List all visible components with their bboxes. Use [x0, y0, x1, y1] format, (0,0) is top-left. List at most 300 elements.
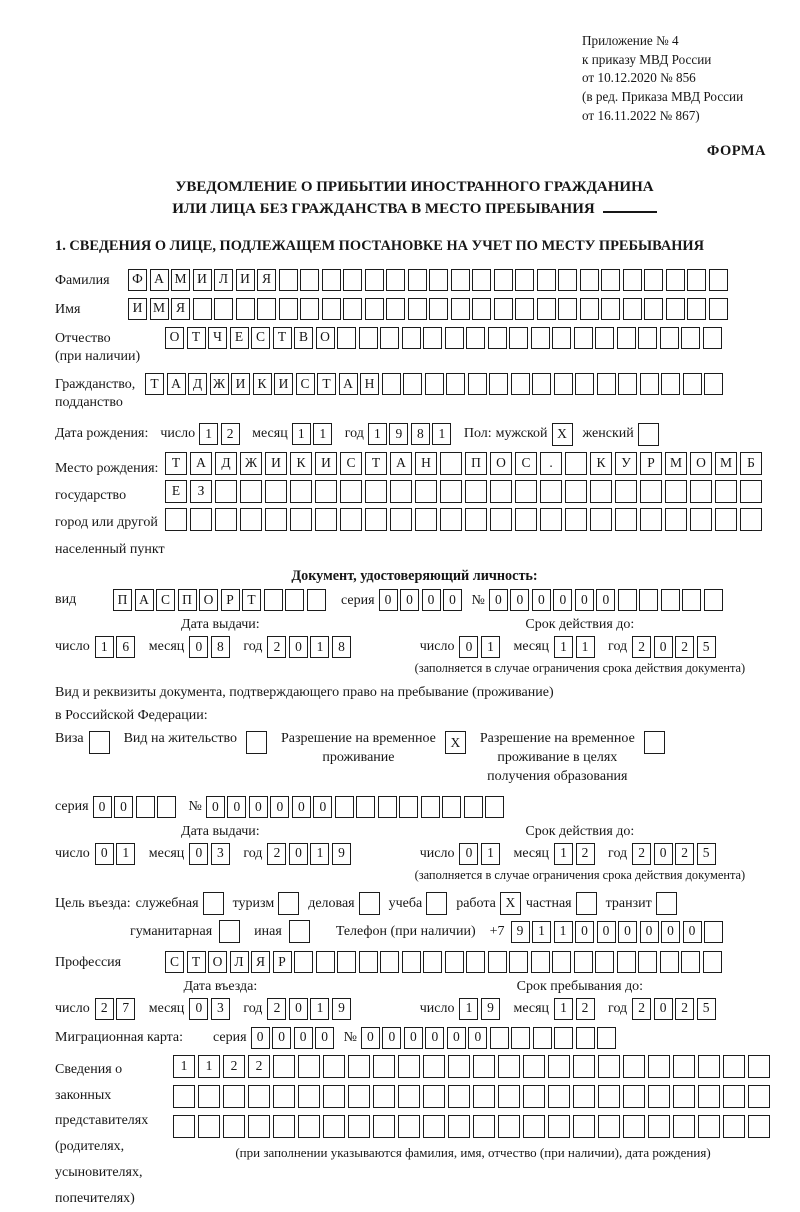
form-cell[interactable]: И: [128, 298, 147, 320]
form-cell[interactable]: 0: [459, 636, 478, 658]
form-cell[interactable]: Т: [187, 951, 206, 973]
form-cell[interactable]: [489, 373, 508, 395]
form-cell[interactable]: [359, 951, 378, 973]
form-cell[interactable]: [466, 327, 485, 349]
form-cell[interactable]: 1: [554, 843, 573, 865]
form-cell[interactable]: 0: [93, 796, 112, 818]
purpose-private-checkbox[interactable]: [576, 892, 597, 915]
form-cell[interactable]: [399, 796, 418, 818]
form-cell[interactable]: 0: [532, 589, 551, 611]
form-cell[interactable]: 0: [270, 796, 289, 818]
form-cell[interactable]: [398, 1115, 420, 1138]
form-cell[interactable]: [365, 298, 384, 320]
form-cell[interactable]: 0: [251, 1027, 270, 1049]
form-cell[interactable]: С: [340, 452, 362, 475]
form-cell[interactable]: 0: [95, 843, 114, 865]
form-cell[interactable]: 0: [618, 921, 637, 943]
form-cell[interactable]: [423, 1055, 445, 1078]
form-cell[interactable]: [398, 1085, 420, 1108]
form-cell[interactable]: 0: [489, 589, 508, 611]
form-cell[interactable]: 0: [468, 1027, 487, 1049]
form-cell[interactable]: [515, 508, 537, 531]
form-cell[interactable]: [565, 508, 587, 531]
form-cell[interactable]: [473, 1115, 495, 1138]
form-cell[interactable]: [215, 508, 237, 531]
form-cell[interactable]: [690, 480, 712, 503]
form-cell[interactable]: С: [296, 373, 315, 395]
form-cell[interactable]: [294, 951, 313, 973]
form-cell[interactable]: 0: [249, 796, 268, 818]
form-cell[interactable]: 0: [553, 589, 572, 611]
form-cell[interactable]: 0: [361, 1027, 380, 1049]
form-cell[interactable]: Б: [740, 452, 762, 475]
form-cell[interactable]: 1: [459, 998, 478, 1020]
form-cell[interactable]: [595, 951, 614, 973]
form-cell[interactable]: [573, 1055, 595, 1078]
form-cell[interactable]: С: [165, 951, 184, 973]
form-cell[interactable]: [638, 327, 657, 349]
form-cell[interactable]: 1: [173, 1055, 195, 1078]
form-cell[interactable]: 0: [379, 589, 398, 611]
form-cell[interactable]: [537, 298, 556, 320]
form-cell[interactable]: З: [190, 480, 212, 503]
form-cell[interactable]: О: [199, 589, 218, 611]
form-cell[interactable]: [703, 951, 722, 973]
form-cell[interactable]: [665, 480, 687, 503]
form-cell[interactable]: [373, 1085, 395, 1108]
form-cell[interactable]: 0: [596, 589, 615, 611]
form-cell[interactable]: [639, 589, 658, 611]
form-cell[interactable]: [390, 508, 412, 531]
form-cell[interactable]: Д: [215, 452, 237, 475]
form-cell[interactable]: [298, 1115, 320, 1138]
form-cell[interactable]: [408, 269, 427, 291]
form-cell[interactable]: [490, 480, 512, 503]
form-cell[interactable]: [537, 269, 556, 291]
form-cell[interactable]: [617, 327, 636, 349]
form-cell[interactable]: К: [290, 452, 312, 475]
form-cell[interactable]: [644, 298, 663, 320]
form-cell[interactable]: А: [390, 452, 412, 475]
form-cell[interactable]: [365, 508, 387, 531]
form-cell[interactable]: А: [150, 269, 169, 291]
form-cell[interactable]: 0: [575, 921, 594, 943]
form-cell[interactable]: [590, 480, 612, 503]
form-cell[interactable]: [322, 298, 341, 320]
form-cell[interactable]: 2: [223, 1055, 245, 1078]
form-cell[interactable]: [681, 327, 700, 349]
form-cell[interactable]: 8: [211, 636, 230, 658]
form-cell[interactable]: [429, 298, 448, 320]
form-cell[interactable]: В: [294, 327, 313, 349]
form-cell[interactable]: [681, 951, 700, 973]
form-cell[interactable]: С: [156, 589, 175, 611]
temp-residence-edu-checkbox[interactable]: [644, 731, 665, 754]
form-cell[interactable]: [554, 373, 573, 395]
form-cell[interactable]: 0: [382, 1027, 401, 1049]
form-cell[interactable]: [157, 796, 176, 818]
form-cell[interactable]: [421, 796, 440, 818]
form-cell[interactable]: [466, 951, 485, 973]
form-cell[interactable]: Л: [214, 269, 233, 291]
form-cell[interactable]: 0: [447, 1027, 466, 1049]
form-cell[interactable]: [446, 373, 465, 395]
purpose-humanitarian-checkbox[interactable]: [219, 920, 240, 943]
form-cell[interactable]: 9: [511, 921, 530, 943]
form-cell[interactable]: 1: [198, 1055, 220, 1078]
form-cell[interactable]: [402, 951, 421, 973]
form-cell[interactable]: [661, 373, 680, 395]
form-cell[interactable]: Т: [365, 452, 387, 475]
form-cell[interactable]: [511, 373, 530, 395]
form-cell[interactable]: [300, 298, 319, 320]
form-cell[interactable]: [348, 1055, 370, 1078]
form-cell[interactable]: [673, 1115, 695, 1138]
form-cell[interactable]: [565, 452, 587, 475]
form-cell[interactable]: [623, 1115, 645, 1138]
form-cell[interactable]: [709, 269, 728, 291]
form-cell[interactable]: [298, 1055, 320, 1078]
form-cell[interactable]: [511, 1027, 530, 1049]
form-cell[interactable]: 0: [227, 796, 246, 818]
form-cell[interactable]: [548, 1085, 570, 1108]
form-cell[interactable]: 6: [116, 636, 135, 658]
form-cell[interactable]: [666, 269, 685, 291]
form-cell[interactable]: [323, 1055, 345, 1078]
form-cell[interactable]: [356, 796, 375, 818]
form-cell[interactable]: [273, 1085, 295, 1108]
form-cell[interactable]: 0: [661, 921, 680, 943]
form-cell[interactable]: 2: [675, 843, 694, 865]
form-cell[interactable]: [565, 480, 587, 503]
form-cell[interactable]: 0: [654, 843, 673, 865]
form-cell[interactable]: [515, 480, 537, 503]
form-cell[interactable]: [223, 1115, 245, 1138]
purpose-official-checkbox[interactable]: [203, 892, 224, 915]
form-cell[interactable]: [468, 373, 487, 395]
form-cell[interactable]: [198, 1115, 220, 1138]
form-cell[interactable]: 2: [632, 998, 651, 1020]
form-cell[interactable]: [644, 269, 663, 291]
form-cell[interactable]: [515, 269, 534, 291]
form-cell[interactable]: 0: [289, 636, 308, 658]
form-cell[interactable]: [440, 508, 462, 531]
form-cell[interactable]: [335, 796, 354, 818]
form-cell[interactable]: [348, 1115, 370, 1138]
form-cell[interactable]: 2: [576, 998, 595, 1020]
form-cell[interactable]: [640, 373, 659, 395]
form-cell[interactable]: [704, 373, 723, 395]
form-cell[interactable]: [660, 327, 679, 349]
form-cell[interactable]: [423, 327, 442, 349]
form-cell[interactable]: 5: [697, 843, 716, 865]
form-cell[interactable]: [316, 951, 335, 973]
form-cell[interactable]: [623, 298, 642, 320]
form-cell[interactable]: Н: [415, 452, 437, 475]
form-cell[interactable]: 2: [576, 843, 595, 865]
form-cell[interactable]: 8: [332, 636, 351, 658]
form-cell[interactable]: [264, 589, 283, 611]
purpose-transit-checkbox[interactable]: [656, 892, 677, 915]
form-cell[interactable]: М: [665, 452, 687, 475]
form-cell[interactable]: [648, 1115, 670, 1138]
form-cell[interactable]: К: [253, 373, 272, 395]
form-cell[interactable]: 2: [675, 998, 694, 1020]
form-cell[interactable]: [240, 480, 262, 503]
form-cell[interactable]: О: [316, 327, 335, 349]
form-cell[interactable]: [498, 1115, 520, 1138]
form-cell[interactable]: [723, 1085, 745, 1108]
form-cell[interactable]: .: [540, 452, 562, 475]
form-cell[interactable]: [451, 269, 470, 291]
form-cell[interactable]: 0: [292, 796, 311, 818]
form-cell[interactable]: [265, 480, 287, 503]
form-cell[interactable]: 1: [481, 843, 500, 865]
form-cell[interactable]: [648, 1055, 670, 1078]
form-cell[interactable]: [548, 1055, 570, 1078]
form-cell[interactable]: О: [690, 452, 712, 475]
form-cell[interactable]: [540, 480, 562, 503]
form-cell[interactable]: [386, 298, 405, 320]
form-cell[interactable]: [445, 327, 464, 349]
form-cell[interactable]: И: [231, 373, 250, 395]
form-cell[interactable]: А: [135, 589, 154, 611]
form-cell[interactable]: [273, 1055, 295, 1078]
form-cell[interactable]: 1: [368, 423, 387, 445]
form-cell[interactable]: Н: [360, 373, 379, 395]
form-cell[interactable]: 1: [95, 636, 114, 658]
form-cell[interactable]: [390, 480, 412, 503]
form-cell[interactable]: [573, 1085, 595, 1108]
form-cell[interactable]: [715, 508, 737, 531]
form-cell[interactable]: [673, 1055, 695, 1078]
form-cell[interactable]: 0: [510, 589, 529, 611]
form-cell[interactable]: 1: [313, 423, 332, 445]
form-cell[interactable]: [618, 373, 637, 395]
form-cell[interactable]: [265, 508, 287, 531]
form-cell[interactable]: [423, 951, 442, 973]
form-cell[interactable]: 0: [294, 1027, 313, 1049]
form-cell[interactable]: 0: [404, 1027, 423, 1049]
form-cell[interactable]: [488, 327, 507, 349]
form-cell[interactable]: [640, 480, 662, 503]
form-cell[interactable]: [429, 269, 448, 291]
form-cell[interactable]: [533, 1027, 552, 1049]
form-cell[interactable]: П: [465, 452, 487, 475]
form-cell[interactable]: [236, 298, 255, 320]
form-cell[interactable]: [682, 589, 701, 611]
form-cell[interactable]: 5: [697, 998, 716, 1020]
form-cell[interactable]: [380, 327, 399, 349]
form-cell[interactable]: [343, 269, 362, 291]
form-cell[interactable]: [423, 1115, 445, 1138]
form-cell[interactable]: [248, 1115, 270, 1138]
form-cell[interactable]: 2: [267, 998, 286, 1020]
form-cell[interactable]: [473, 1055, 495, 1078]
form-cell[interactable]: [580, 269, 599, 291]
form-cell[interactable]: [618, 589, 637, 611]
form-cell[interactable]: 0: [640, 921, 659, 943]
form-cell[interactable]: 1: [554, 998, 573, 1020]
form-cell[interactable]: М: [171, 269, 190, 291]
form-cell[interactable]: [214, 298, 233, 320]
form-cell[interactable]: [290, 480, 312, 503]
form-cell[interactable]: [558, 298, 577, 320]
purpose-other-checkbox[interactable]: [289, 920, 310, 943]
form-cell[interactable]: 1: [292, 423, 311, 445]
form-cell[interactable]: 0: [683, 921, 702, 943]
form-cell[interactable]: Д: [188, 373, 207, 395]
form-cell[interactable]: [380, 951, 399, 973]
form-cell[interactable]: Ж: [210, 373, 229, 395]
form-cell[interactable]: [440, 452, 462, 475]
form-cell[interactable]: 0: [459, 843, 478, 865]
residence-permit-checkbox[interactable]: [246, 731, 267, 754]
form-cell[interactable]: [448, 1115, 470, 1138]
form-cell[interactable]: 2: [95, 998, 114, 1020]
form-cell[interactable]: [165, 508, 187, 531]
form-cell[interactable]: [498, 1085, 520, 1108]
form-cell[interactable]: [440, 480, 462, 503]
purpose-business-checkbox[interactable]: [359, 892, 380, 915]
form-cell[interactable]: [523, 1055, 545, 1078]
form-cell[interactable]: [597, 1027, 616, 1049]
form-cell[interactable]: [323, 1115, 345, 1138]
form-cell[interactable]: [373, 1115, 395, 1138]
form-cell[interactable]: 9: [389, 423, 408, 445]
form-cell[interactable]: 0: [206, 796, 225, 818]
form-cell[interactable]: [598, 1115, 620, 1138]
form-cell[interactable]: [382, 373, 401, 395]
form-cell[interactable]: Р: [640, 452, 662, 475]
form-cell[interactable]: [597, 373, 616, 395]
form-cell[interactable]: 1: [432, 423, 451, 445]
form-cell[interactable]: 0: [189, 636, 208, 658]
form-cell[interactable]: [598, 1055, 620, 1078]
form-cell[interactable]: [548, 1115, 570, 1138]
form-cell[interactable]: [715, 480, 737, 503]
form-cell[interactable]: [723, 1055, 745, 1078]
form-cell[interactable]: [279, 269, 298, 291]
form-cell[interactable]: Р: [273, 951, 292, 973]
form-cell[interactable]: 0: [425, 1027, 444, 1049]
form-cell[interactable]: [698, 1115, 720, 1138]
form-cell[interactable]: [193, 298, 212, 320]
form-cell[interactable]: 2: [267, 843, 286, 865]
form-cell[interactable]: [136, 796, 155, 818]
form-cell[interactable]: 2: [632, 636, 651, 658]
form-cell[interactable]: [698, 1085, 720, 1108]
form-cell[interactable]: 1: [116, 843, 135, 865]
form-cell[interactable]: А: [167, 373, 186, 395]
form-cell[interactable]: Е: [165, 480, 187, 503]
form-cell[interactable]: Р: [221, 589, 240, 611]
form-cell[interactable]: [373, 1055, 395, 1078]
form-cell[interactable]: [623, 269, 642, 291]
form-cell[interactable]: 0: [422, 589, 441, 611]
form-cell[interactable]: И: [265, 452, 287, 475]
form-cell[interactable]: О: [208, 951, 227, 973]
form-cell[interactable]: [442, 796, 461, 818]
form-cell[interactable]: [615, 480, 637, 503]
purpose-work-checkbox[interactable]: X: [500, 892, 521, 915]
form-cell[interactable]: 1: [532, 921, 551, 943]
form-cell[interactable]: [273, 1115, 295, 1138]
form-cell[interactable]: [740, 480, 762, 503]
form-cell[interactable]: [683, 373, 702, 395]
form-cell[interactable]: 0: [272, 1027, 291, 1049]
form-cell[interactable]: [425, 373, 444, 395]
form-cell[interactable]: Я: [251, 951, 270, 973]
form-cell[interactable]: [451, 298, 470, 320]
form-cell[interactable]: И: [236, 269, 255, 291]
form-cell[interactable]: [740, 508, 762, 531]
form-cell[interactable]: [490, 1027, 509, 1049]
form-cell[interactable]: [485, 796, 504, 818]
form-cell[interactable]: [223, 1085, 245, 1108]
form-cell[interactable]: Ч: [208, 327, 227, 349]
form-cell[interactable]: И: [315, 452, 337, 475]
form-cell[interactable]: [240, 508, 262, 531]
form-cell[interactable]: Я: [171, 298, 190, 320]
form-cell[interactable]: 9: [332, 843, 351, 865]
form-cell[interactable]: К: [590, 452, 612, 475]
visa-checkbox[interactable]: [89, 731, 110, 754]
form-cell[interactable]: 1: [481, 636, 500, 658]
form-cell[interactable]: 1: [310, 843, 329, 865]
form-cell[interactable]: 7: [116, 998, 135, 1020]
form-cell[interactable]: [540, 508, 562, 531]
form-cell[interactable]: И: [274, 373, 293, 395]
form-cell[interactable]: 1: [576, 636, 595, 658]
form-cell[interactable]: 2: [221, 423, 240, 445]
form-cell[interactable]: [323, 1085, 345, 1108]
form-cell[interactable]: [464, 796, 483, 818]
form-cell[interactable]: [398, 1055, 420, 1078]
form-cell[interactable]: Т: [165, 452, 187, 475]
form-cell[interactable]: [665, 508, 687, 531]
form-cell[interactable]: [601, 298, 620, 320]
form-cell[interactable]: 3: [211, 843, 230, 865]
form-cell[interactable]: [575, 373, 594, 395]
form-cell[interactable]: [365, 269, 384, 291]
form-cell[interactable]: [343, 298, 362, 320]
form-cell[interactable]: [315, 508, 337, 531]
form-cell[interactable]: [322, 269, 341, 291]
form-cell[interactable]: [359, 327, 378, 349]
form-cell[interactable]: [638, 951, 657, 973]
form-cell[interactable]: [617, 951, 636, 973]
form-cell[interactable]: [465, 480, 487, 503]
form-cell[interactable]: [465, 508, 487, 531]
form-cell[interactable]: [494, 298, 513, 320]
form-cell[interactable]: А: [190, 452, 212, 475]
form-cell[interactable]: [552, 327, 571, 349]
form-cell[interactable]: [552, 951, 571, 973]
form-cell[interactable]: [532, 373, 551, 395]
form-cell[interactable]: [472, 298, 491, 320]
form-cell[interactable]: [615, 508, 637, 531]
form-cell[interactable]: 1: [199, 423, 218, 445]
form-cell[interactable]: 1: [310, 998, 329, 1020]
form-cell[interactable]: У: [615, 452, 637, 475]
form-cell[interactable]: [573, 1115, 595, 1138]
form-cell[interactable]: С: [251, 327, 270, 349]
form-cell[interactable]: 5: [697, 636, 716, 658]
form-cell[interactable]: [403, 373, 422, 395]
form-cell[interactable]: 1: [554, 921, 573, 943]
form-cell[interactable]: О: [165, 327, 184, 349]
